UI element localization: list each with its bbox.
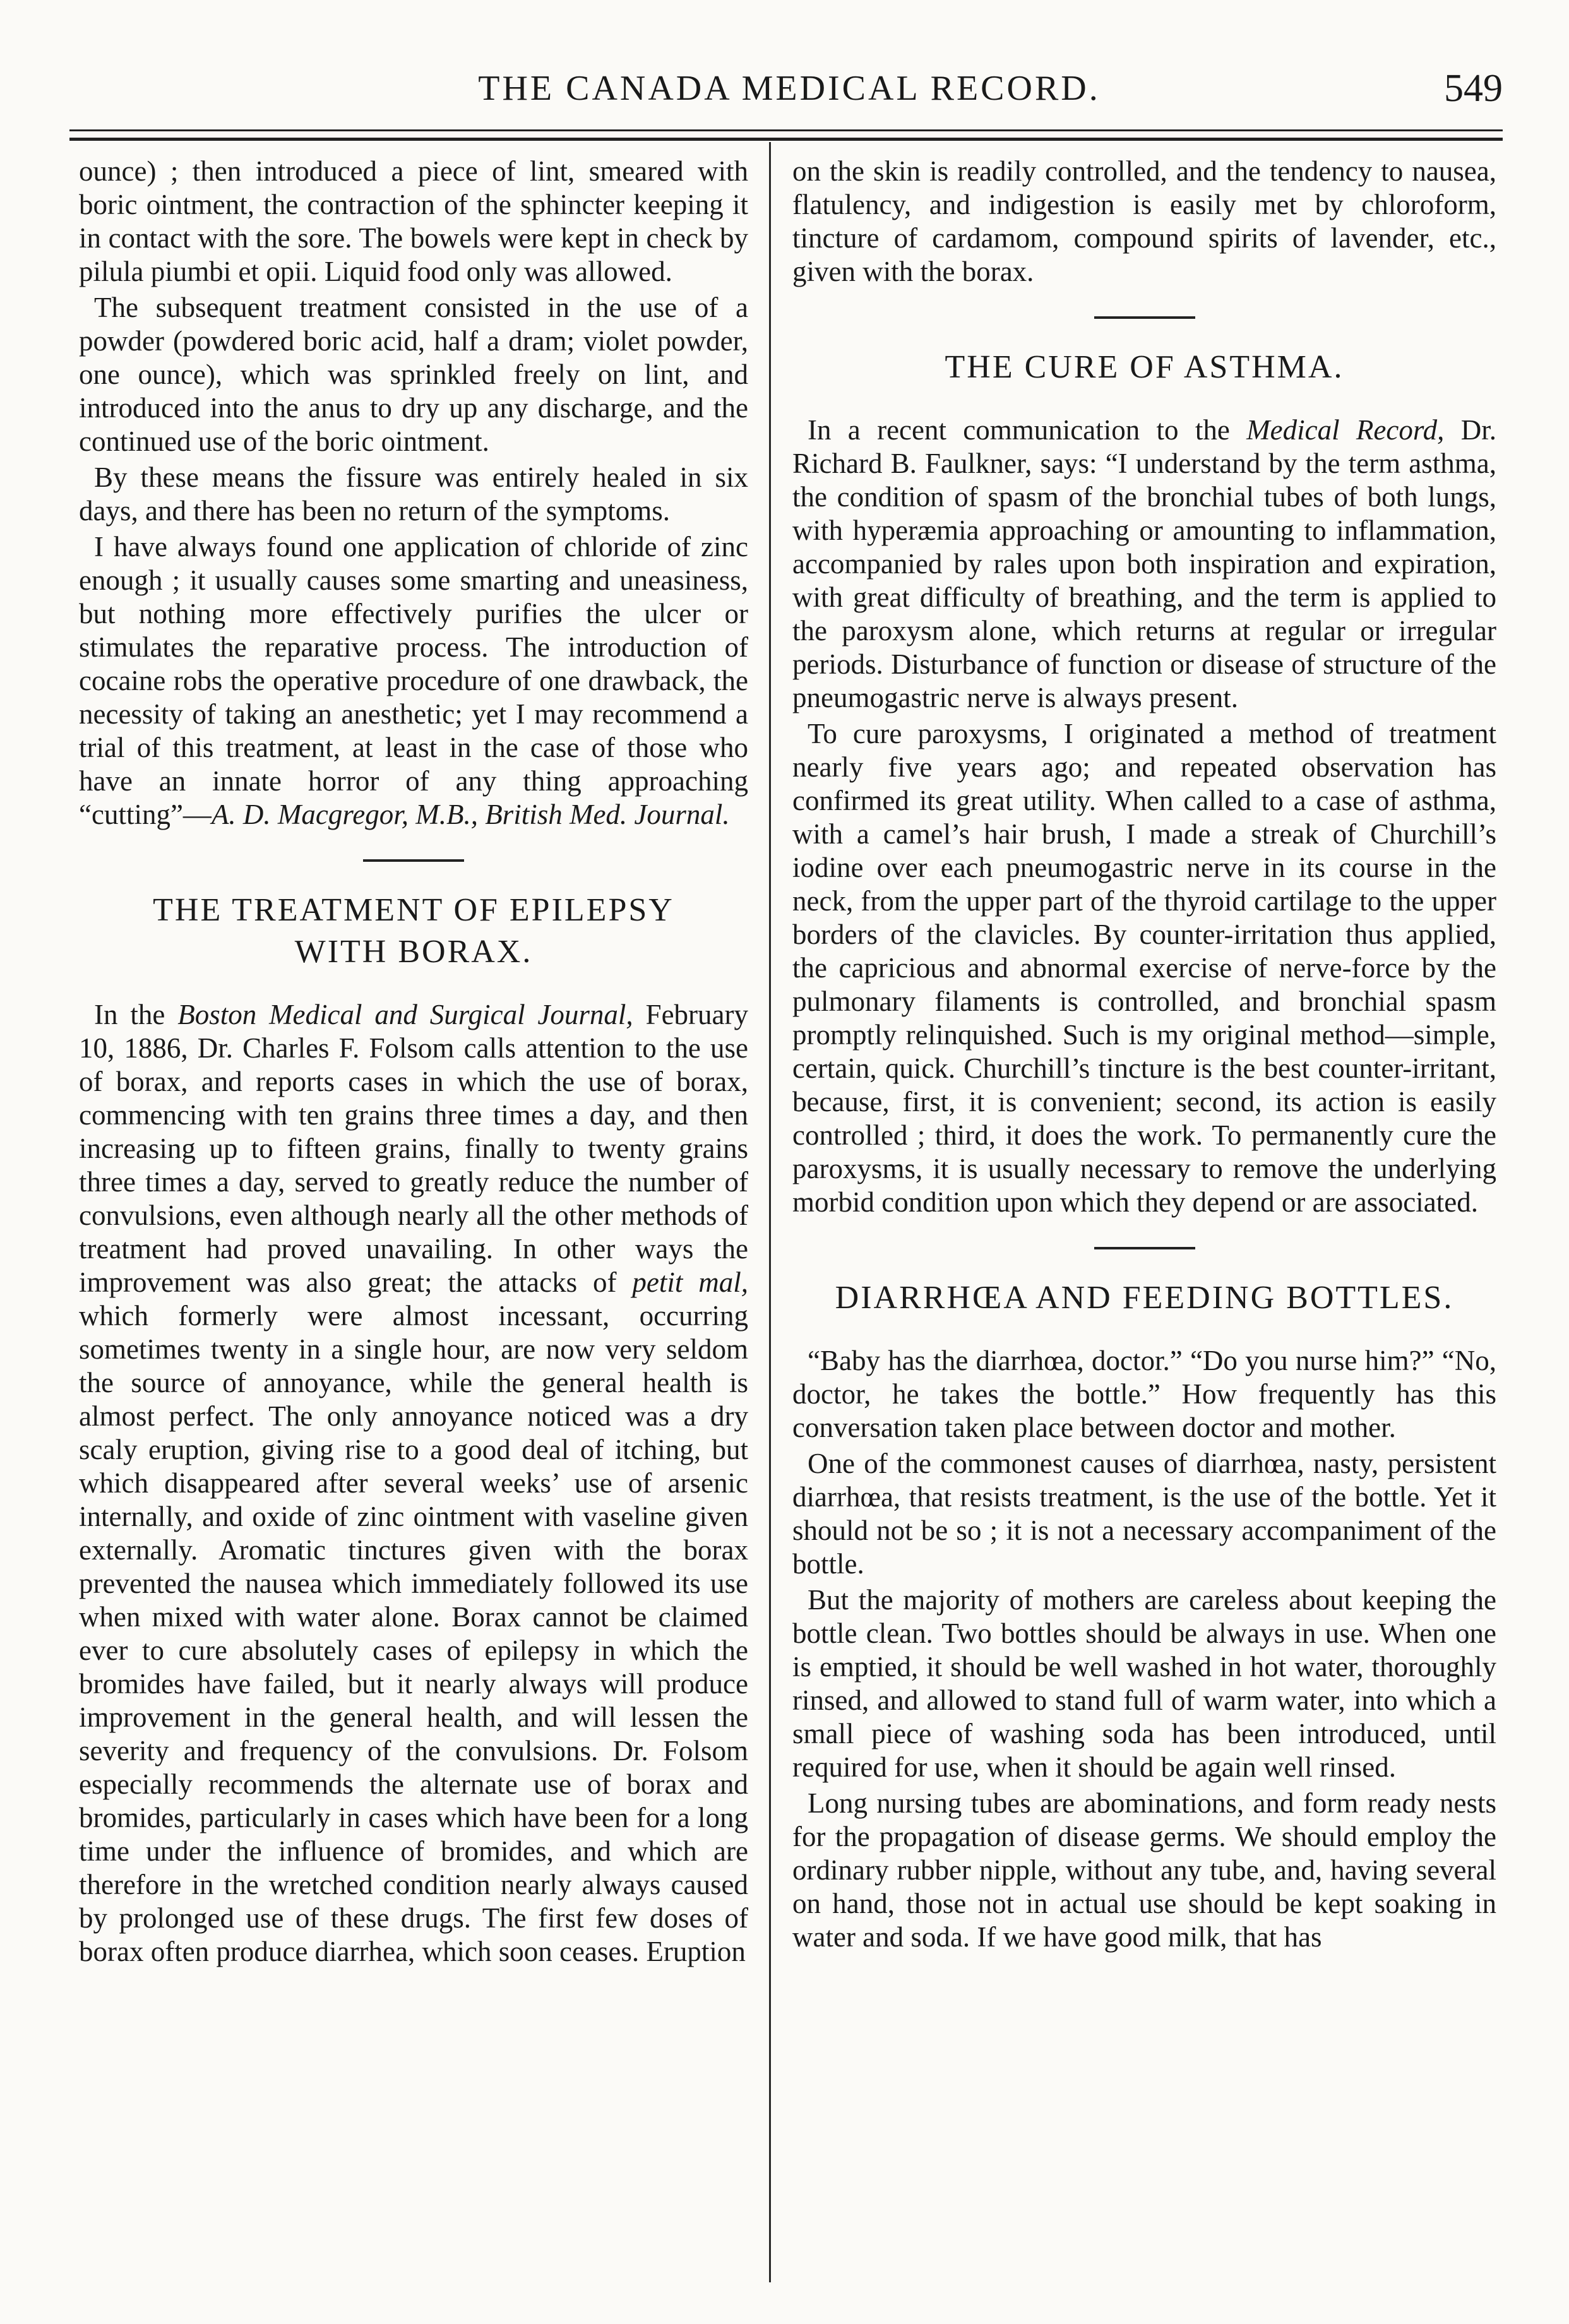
epilepsy-intro: In the	[94, 999, 178, 1030]
journal-title: THE CANADA MEDICAL RECORD.	[478, 69, 1101, 108]
paragraph-asthma-definition	[792, 414, 1496, 715]
epilepsy-heading-line1: THE TREATMENT OF EPILEPSY	[153, 892, 674, 928]
paragraph-eruption-continued: on the skin is readily controlled, and the tendency to nausea, flatulency, and indigestion is easily met by chloroform, tincture of cardamom, compound spirits of lavender, etc., given with the borax.	[792, 155, 1496, 287]
paragraph-diarrhoea-dialogue: “Baby has the diarrhœa, doctor.” “Do you nurse him?” “No, doctor, he takes the bottle.” How frequently has this conversation taken place between doctor and mother.	[792, 1345, 1496, 1443]
epilepsy-heading-line2: WITH BORAX.	[294, 934, 533, 970]
running-head	[76, 60, 1503, 117]
section-separator	[1094, 1247, 1195, 1249]
paragraph-fissure-healed: By these means the fissure was entirely healed in six days, and there has been no return of the symptoms.	[79, 462, 748, 527]
epilepsy-text-1: February 10, 1886, Dr. Charles F. Folsom calls attention to the use of borax, and reports cases in which the use of borax, commencing with ten grains three times a day, and then increasing up to fifteen grains, finally to twenty grains three times a day, served to greatly reduce the number of convulsions, even although nearly all the other methods of treatment had proved unavailing. In other ways the improvement was also great; the attacks of	[79, 999, 748, 1298]
petit-mal-term: petit mal,	[632, 1266, 748, 1298]
paragraph-diarrhoea-causes: One of the commonest causes of diarrhœa, nasty, persistent diarrhœa, that resists treatment, is the use of the bottle. Yet it should not be so ; it is not a necessary accompaniment of the bottle.	[792, 1448, 1496, 1580]
paragraph-chloride-of-zinc	[79, 530, 748, 831]
medical-record-title: Medical Record,	[1246, 414, 1445, 446]
chloride-text: I have always found one application of chloride of zinc enough ; it usually causes some smarting and uneasiness, but nothing more effectively purifies the ulcer or stimulates the reparative process. The introduction of cocaine robs the operative procedure of one drawback, the necessity of taking an anesthetic; yet I may recommend a trial of this treatment, at least in the case of those who have an innate horror of any thing approaching “cutting”—	[79, 531, 748, 830]
epilepsy-text-2: which formerly were almost incessant, occurring sometimes twenty in a single hour, are now very seldom the source of annoyance, while the general health is almost perfect. The only annoyance noticed was a dry scaly eruption, giving rise to a good deal of itching, but which disappeared after several weeks’ use of arsenic internally, and oxide of zinc ointment with vaseline given externally. Aromatic tinctures given with the borax prevented the nausea which immediately followed its use when mixed with water alone. Borax cannot be claimed ever to cure absolutely cases of epilepsy in which the bromides have failed, but it nearly always will produce improvement in the general health, and will lessen the severity and frequency of the convulsions. Dr. Folsom especially recommends the alternate use of borax and bromides, particularly in cases which have been for a long time under the influence of bromides, and which are therefore in the wretched condition nearly always caused by prolonged use of these drugs. The first few doses of borax often produce diarrhea, which soon ceases. Eruption	[79, 1300, 748, 1967]
article-citation: A. D. Macgregor, M.B., British Med. Journal.	[211, 799, 730, 830]
asthma-intro: In a recent communication to the	[808, 414, 1247, 446]
paragraph-epilepsy-borax	[79, 998, 748, 1969]
page-number: 549	[1444, 67, 1503, 110]
paragraph-powder-treatment: The subsequent treatment consisted in the use of a powder (powdered boric acid, half a dram; violet powder, one ounce), which was sprinkled freely on lint, and introduced into the anus to dry up any discharge, and the continued use of the boric ointment.	[79, 292, 748, 457]
diarrhoea-heading: DIARRHŒA AND FEEDING BOTTLES.	[835, 1280, 1454, 1316]
column-divider	[769, 142, 771, 2282]
asthma-heading: THE CURE OF ASTHMA.	[945, 349, 1344, 385]
boston-journal-title: Boston Medical and Surgical Journal,	[177, 999, 633, 1030]
right-column	[792, 155, 1496, 1957]
paragraph-asthma-method: To cure paroxysms, I originated a method of treatment nearly five years ago; and repeated observation has confirmed its great utility. When called to a case of asthma, with a camel’s hair brush, I made a streak of Churchill’s iodine over each pneumogastric nerve in its course in the neck, from the upper part of the thyroid cartilage to the upper borders of the clavicles. By counter-irritation thus applied, the capricious and abnormal exercise of nerve-force by the pulmonary filaments is controlled, and bronchial spasm promptly relinquished. Such is my original method—simple, certain, quick. Churchill’s tincture is the best counter-irritant, because, first, it is convenient; second, its action is easily controlled ; third, it does the work. To permanently cure the paroxysms, it is usually necessary to remove the underlying morbid condition upon which they depend or are associated.	[792, 718, 1496, 1218]
paragraph-fissure-treatment: ounce) ; then introduced a piece of lint, smeared with boric ointment, the contraction of the sphincter keeping it in contact with the sore. The bowels were kept in check by pilula piumbi et opii. Liquid food only was allowed.	[79, 155, 748, 287]
header-rule	[69, 129, 1503, 141]
paragraph-bottle-cleaning: But the majority of mothers are careless about keeping the bottle clean. Two bottles should be always in use. When one is emptied, it should be well washed in hot water, thoroughly rinsed, and allowed to stand full of warm water, into which a small piece of washing soda has been introduced, until required for use, when it should be again well rinsed.	[792, 1584, 1496, 1783]
section-separator	[363, 859, 464, 862]
asthma-text-1: Dr. Richard B. Faulkner, says: “I understand by the term asthma, the condition of spasm of the bronchial tubes of both lungs, with hyperæmia approaching or amounting to inflammation, accompanied by rales upon both inspiration and expiration, with great difficulty of breathing, and the term is applied to the paroxysm alone, which returns at regular or irregular periods. Disturbance of function or disease of structure of the pneumogastric nerve is always present.	[792, 414, 1496, 713]
left-column	[79, 155, 748, 1971]
section-separator	[1094, 316, 1195, 319]
paragraph-nursing-tubes: Long nursing tubes are abominations, and form ready nests for the propagation of disease germs. We should employ the ordinary rubber nipple, without any tube, and, having several on hand, those not in actual use should be kept soaking in water and soda. If we have good milk, that has	[792, 1787, 1496, 1953]
epilepsy-heading	[79, 890, 748, 973]
